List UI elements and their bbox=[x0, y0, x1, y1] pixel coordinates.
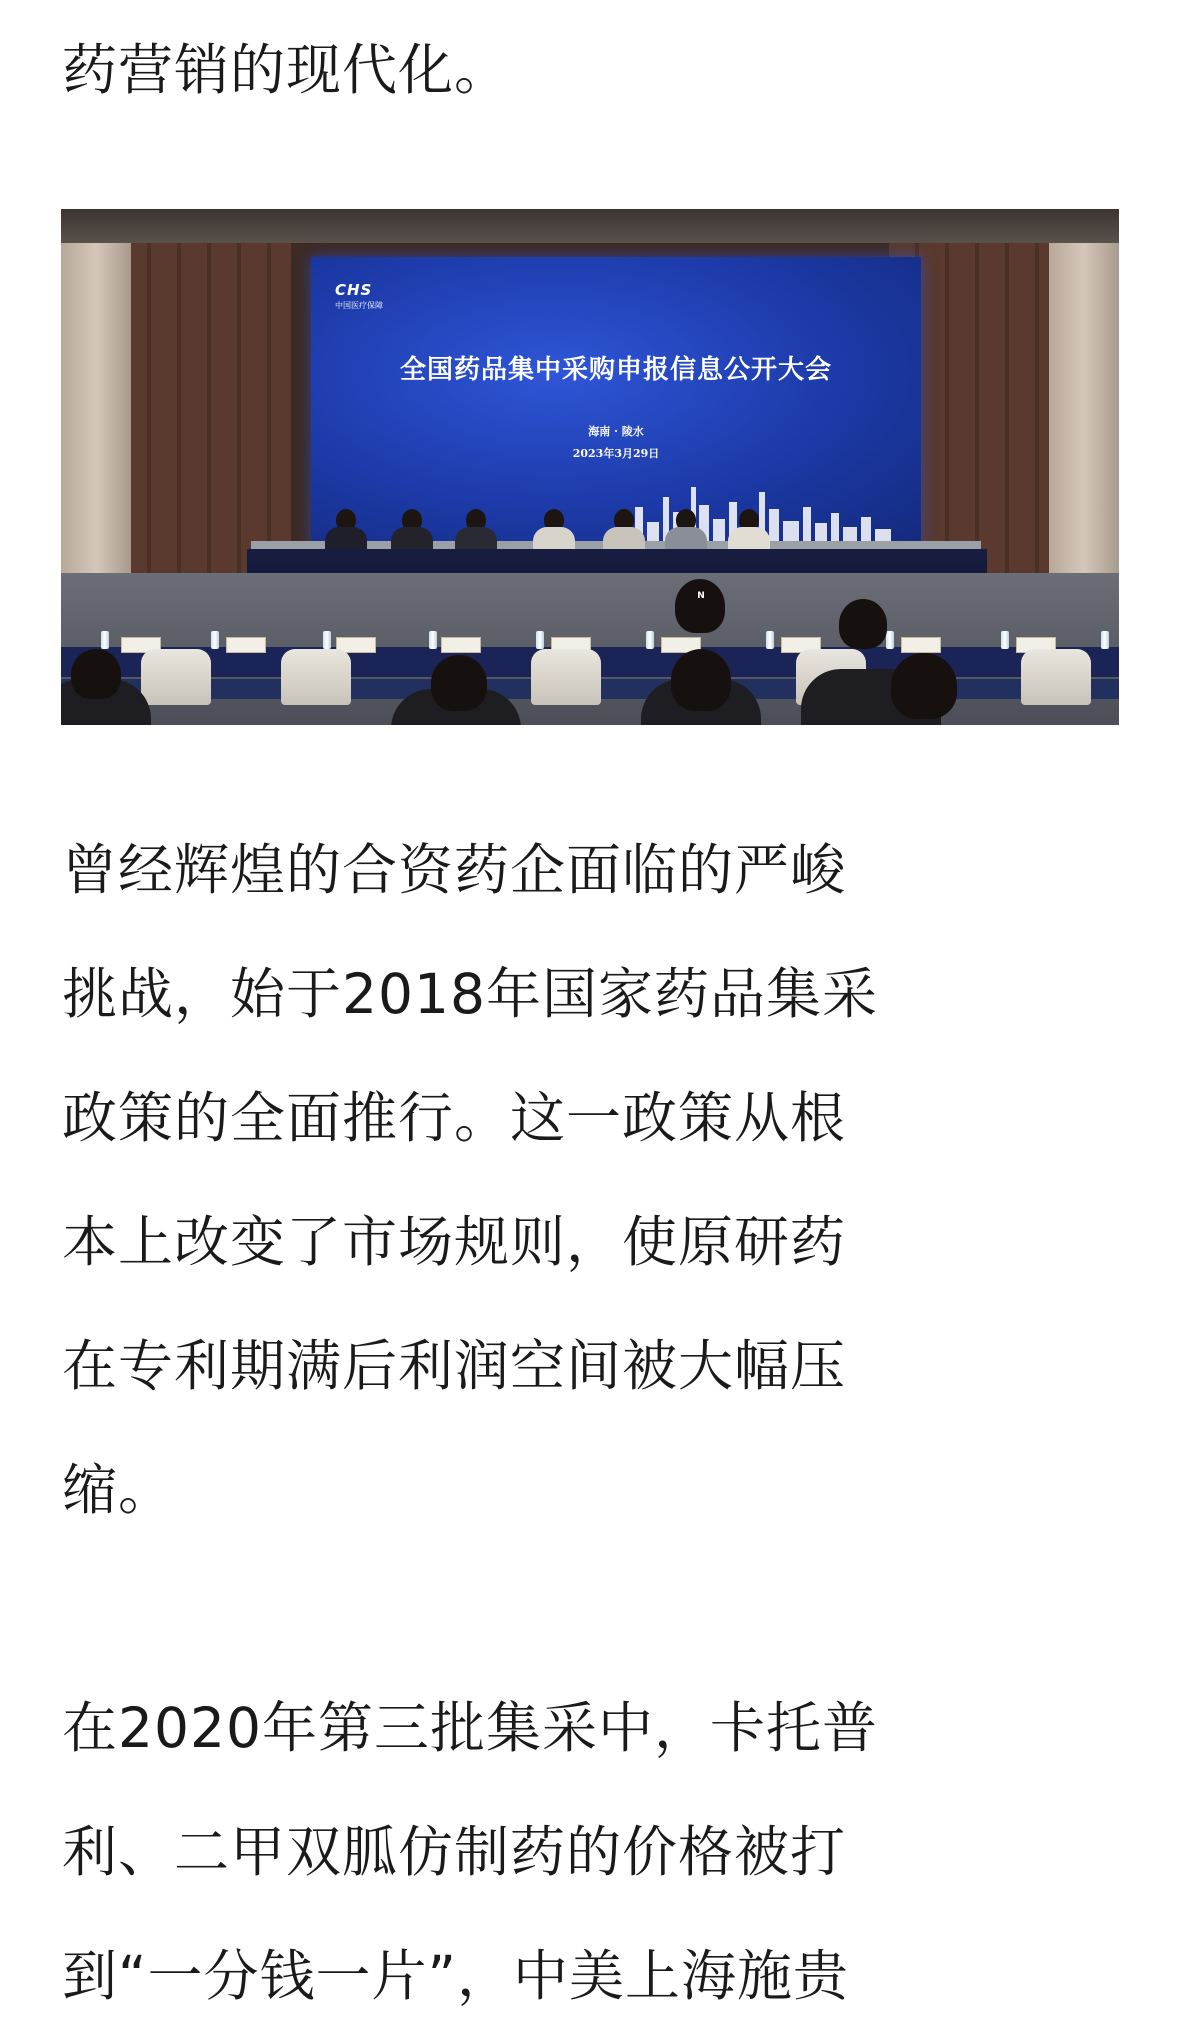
panelist bbox=[531, 509, 577, 553]
audience-member bbox=[675, 579, 725, 633]
water-bottle bbox=[646, 631, 654, 649]
nameplate bbox=[441, 637, 481, 653]
water-bottle bbox=[1001, 631, 1009, 649]
audience-member bbox=[891, 653, 957, 719]
chair bbox=[531, 649, 601, 705]
audience-member bbox=[839, 599, 887, 649]
nameplate bbox=[226, 637, 266, 653]
pillar-left bbox=[61, 243, 131, 573]
logo-mark: CHS bbox=[335, 281, 373, 299]
water-bottle bbox=[429, 631, 437, 649]
chair bbox=[141, 649, 211, 705]
panelist bbox=[323, 509, 369, 553]
panelist bbox=[726, 509, 772, 553]
projection-screen bbox=[311, 257, 921, 547]
chair bbox=[1021, 649, 1091, 705]
screen-location: 海南 · 陵水 bbox=[588, 425, 644, 438]
screen-title: 全国药品集中采购申报信息公开大会 bbox=[399, 355, 832, 385]
conference-photo bbox=[61, 209, 1119, 725]
water-bottle bbox=[323, 631, 331, 649]
logo-subtitle: 中国医疗保障 bbox=[335, 301, 383, 310]
audience-member bbox=[71, 649, 121, 699]
water-bottle bbox=[536, 631, 544, 649]
chair bbox=[281, 649, 351, 705]
water-bottle bbox=[211, 631, 219, 649]
paragraph-1: 曾经辉煌的合资药企面临的严峻 挑战，始于2018年国家药品集采 政策的全面推行。这一政策从根 本上改变了市场规则，使原研药 在专利期满后利润空间被大幅压 缩。 bbox=[62, 838, 878, 1522]
water-bottle bbox=[766, 631, 774, 649]
ceiling bbox=[61, 209, 1119, 243]
intro-text: 药营销的现代化。 bbox=[62, 38, 511, 102]
panelist bbox=[601, 509, 647, 553]
nameplate bbox=[901, 637, 941, 653]
water-bottle bbox=[1101, 631, 1109, 649]
pillar-right bbox=[1049, 243, 1119, 573]
water-bottle bbox=[886, 631, 894, 649]
cap-logo: N bbox=[697, 591, 705, 601]
chs-logo bbox=[335, 281, 383, 311]
audience-member bbox=[431, 655, 487, 711]
audience-member bbox=[671, 649, 731, 711]
screen-date: 2023年3月29日 bbox=[572, 447, 660, 460]
water-bottle bbox=[101, 631, 109, 649]
panelist bbox=[663, 509, 709, 553]
paragraph-2: 在2020年第三批集采中，卡托普 利、二甲双胍仿制药的价格被打 到“一分钱一片”，中美上海施贵 bbox=[62, 1696, 878, 2008]
panelist bbox=[389, 509, 435, 553]
panelist bbox=[453, 509, 499, 553]
